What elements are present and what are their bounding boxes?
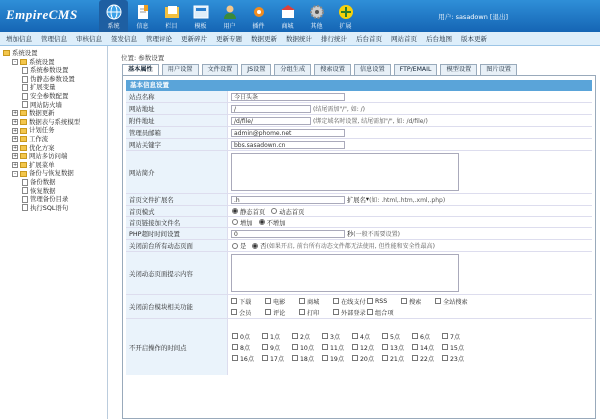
checkbox-label: 7点 (450, 333, 461, 341)
sidebar-item-label: 伪静态参数设置 (30, 74, 75, 83)
checkbox[interactable] (367, 298, 373, 304)
checkbox[interactable] (412, 333, 418, 339)
checkbox-item[interactable] (231, 297, 265, 306)
expand-icon[interactable]: + (13, 162, 18, 169)
checkbox-label: 8点 (240, 344, 251, 352)
checkbox-item[interactable] (435, 297, 469, 306)
folder-icon (20, 59, 27, 65)
topnav-document[interactable] (128, 0, 157, 32)
settings-tab[interactable]: 搜索设置 (314, 64, 351, 75)
sidebar-item-label: 安全参数配置 (30, 91, 69, 100)
menubar-link[interactable]: 版本更新 (461, 35, 487, 43)
checkbox-label: 14点 (420, 344, 435, 352)
site-intro-textarea[interactable] (231, 153, 459, 191)
checkbox[interactable] (333, 309, 339, 315)
expand-icon[interactable]: + (13, 119, 18, 126)
settings-panel (122, 75, 596, 419)
field-label: 网站地址 (126, 103, 228, 114)
empirecms-logo[interactable]: EmpireCMS (6, 7, 78, 22)
checkbox-label: 15点 (450, 344, 465, 352)
checkbox-label: 打印 (307, 309, 320, 317)
topnav-label: 模板 (194, 23, 207, 30)
checkbox-label: 下载 (239, 298, 252, 306)
checkbox-item[interactable] (292, 354, 322, 363)
checkbox-label: 6点 (420, 333, 431, 341)
settings-tab[interactable]: FTP/EMAIL (394, 64, 438, 75)
username: sasadown (455, 13, 488, 21)
sidebar-item[interactable] (3, 66, 105, 75)
field-label: 站点名称 (126, 91, 228, 102)
menubar-link[interactable]: 后台地图 (426, 35, 452, 43)
checkbox-label: 5点 (390, 333, 401, 341)
settings-tab[interactable]: 基本属性 (122, 64, 159, 75)
document-icon (135, 4, 151, 20)
checkbox-label: 21点 (390, 355, 405, 363)
radio-no-add[interactable] (259, 219, 265, 225)
checkbox[interactable] (442, 355, 448, 361)
form-row-index-mode (126, 206, 592, 217)
checkbox[interactable] (262, 355, 268, 361)
form-row-hours (126, 319, 592, 375)
topnav-label: 商城 (281, 23, 294, 30)
form-row-close-msg (126, 252, 592, 295)
menubar-link[interactable]: 数据更新 (251, 35, 277, 43)
sidebar-item-label: 恢复数据 (30, 186, 56, 195)
option-label: 是 (240, 243, 247, 250)
page-icon (22, 101, 28, 108)
sidebar-item[interactable] (3, 178, 105, 187)
checkbox-item[interactable] (262, 354, 292, 363)
checkbox[interactable] (352, 355, 358, 361)
checkbox-item[interactable] (382, 332, 412, 341)
topnav-label: 系统 (107, 23, 120, 30)
checkbox[interactable] (333, 298, 339, 304)
checkbox[interactable] (382, 333, 388, 339)
logout-link[interactable]: [退出] (489, 13, 508, 21)
field-label: 关闭动态页面提示内容 (126, 252, 228, 294)
checkbox-label: 19点 (330, 355, 345, 363)
expand-icon[interactable]: + (13, 127, 18, 134)
topnav-label: 其他 (310, 23, 323, 30)
checkbox-item[interactable] (232, 332, 262, 341)
sidebar-item[interactable] (3, 144, 105, 153)
checkbox-label: 12点 (360, 344, 375, 352)
folder-icon (20, 119, 27, 125)
checkbox-label: 组合项 (375, 309, 394, 317)
form-row-attach-url (126, 115, 592, 127)
menubar-link[interactable]: 排行统计 (321, 35, 347, 43)
checkbox[interactable] (231, 298, 237, 304)
checkbox-label: 18点 (300, 355, 315, 363)
checkbox-item[interactable] (382, 343, 412, 352)
site-url-input[interactable]: / (231, 105, 311, 113)
checkbox-item[interactable] (412, 354, 442, 363)
checkbox[interactable] (382, 344, 388, 350)
sidebar-item-label: 计划任务 (29, 126, 55, 135)
page-icon (22, 196, 28, 203)
option-label: 不增加 (266, 219, 286, 227)
checkbox[interactable] (265, 309, 271, 315)
checkbox-item[interactable] (232, 343, 262, 352)
checkbox[interactable] (442, 333, 448, 339)
sidebar-tree (0, 46, 108, 419)
checkbox-item[interactable] (292, 343, 322, 352)
checkbox[interactable] (412, 355, 418, 361)
form-row-close-site (126, 240, 592, 252)
sidebar-item-label: 优化方案 (29, 143, 55, 152)
sidebar-item[interactable] (3, 135, 105, 144)
sidebar-item-label: 数据表与系统模型 (29, 117, 81, 126)
php-timeout-input[interactable]: 0 (231, 230, 345, 238)
checkbox[interactable] (352, 333, 358, 339)
settings-tab[interactable]: 信息设置 (354, 64, 391, 75)
site-name-input[interactable]: 今日头条 (231, 93, 345, 101)
checkbox-item[interactable] (412, 332, 442, 341)
sidebar-item[interactable] (3, 187, 105, 196)
field-hint: (一般不需要设置) (353, 231, 400, 238)
checkbox[interactable] (412, 344, 418, 350)
sidebar-item[interactable] (3, 195, 105, 204)
section-title: 基本信息设置 (126, 80, 592, 91)
checkbox-label: 0点 (240, 333, 251, 341)
field-label: 首页链接加文件名 (126, 217, 228, 227)
radio-close-yes[interactable] (232, 243, 238, 249)
checkbox[interactable] (382, 355, 388, 361)
field-label: PHP超时时间设置 (126, 228, 228, 239)
checkbox-label: 17点 (270, 355, 285, 363)
page-icon (22, 84, 28, 91)
menubar-link[interactable]: 增加信息 (6, 35, 32, 43)
checkbox[interactable] (262, 344, 268, 350)
topnav-label: 扩展 (339, 23, 352, 30)
form-row-keywords (126, 139, 592, 151)
field-label: 管理员邮箱 (126, 127, 228, 138)
breadcrumb: 位置: 参数设置 (121, 54, 165, 62)
checkbox-label: 4点 (360, 333, 371, 341)
sidebar-item[interactable] (3, 101, 105, 110)
menubar-link[interactable]: 网站首页 (391, 35, 417, 43)
settings-tabs (122, 64, 520, 75)
checkbox-label: 搜索 (409, 298, 422, 306)
main-content (110, 46, 600, 419)
topnav-folder[interactable] (157, 0, 186, 32)
ext-select[interactable]: 扩展名 (347, 197, 366, 204)
checkbox[interactable] (299, 309, 305, 315)
checkbox-item[interactable] (352, 332, 382, 341)
checkbox-label: 22点 (420, 355, 435, 363)
field-hint: (如: .html,.htm,.xml,.php) (369, 197, 446, 204)
checkbox[interactable] (232, 355, 238, 361)
topnav-label: 用户 (223, 23, 236, 30)
folder-icon (20, 110, 27, 116)
checkbox-label: 1点 (270, 333, 281, 341)
hour-checkboxes (232, 332, 472, 363)
checkbox[interactable] (435, 298, 441, 304)
sidebar-item-label: 系统设置 (29, 57, 55, 66)
expand-icon[interactable]: + (13, 136, 18, 143)
plus-icon (338, 4, 354, 20)
field-label: 首页文件扩展名 (126, 194, 228, 205)
option-label: 静态首页 (240, 208, 266, 216)
option-label: 动态首页 (279, 208, 305, 216)
topnav-plugin[interactable] (244, 0, 273, 32)
menubar-link[interactable]: 后台首页 (356, 35, 382, 43)
topnav-user[interactable] (215, 0, 244, 32)
close-funcs-checkboxes (231, 297, 469, 317)
page-icon (22, 67, 28, 74)
option-label: 否 (260, 243, 267, 250)
field-label: 不开启操作的时间点 (126, 319, 228, 375)
field-hint: (结尾需加"/", 如: /) (313, 106, 365, 113)
sidebar-item-label: 备份与恢复数据 (29, 169, 74, 178)
sidebar-item[interactable] (3, 204, 105, 213)
checkbox-label: 会员 (239, 309, 252, 317)
folder-icon (3, 50, 10, 56)
page-icon (22, 204, 28, 211)
sidebar-item-label: 扩展变量 (30, 83, 56, 92)
checkbox[interactable] (322, 344, 328, 350)
sidebar-item-label: 数据更新 (29, 109, 55, 118)
checkbox-item[interactable] (367, 308, 401, 317)
sidebar-item[interactable] (3, 92, 105, 101)
radio-dynamic-index[interactable] (271, 208, 277, 214)
checkbox-label: 16点 (240, 355, 255, 363)
checkbox-label: 13点 (390, 344, 405, 352)
quick-menu-bar (0, 32, 600, 46)
checkbox[interactable] (232, 344, 238, 350)
checkbox-label: 10点 (300, 344, 315, 352)
unit-label: 秒 (347, 231, 354, 238)
radio-add[interactable] (232, 219, 238, 225)
form-row-site-url (126, 103, 592, 115)
form-row-index-ext (126, 194, 592, 206)
checkbox-item[interactable] (333, 308, 367, 317)
checkbox-item[interactable] (299, 297, 333, 306)
form-row-site-name (126, 91, 592, 103)
user-info (438, 12, 508, 21)
menubar-link[interactable]: 管理信息 (41, 35, 67, 43)
sidebar-item-label: 系统参数设置 (30, 66, 69, 75)
menubar-link[interactable]: 管理评论 (146, 35, 172, 43)
sidebar-item-label: 执行SQL语句 (30, 203, 69, 212)
form-row-php-timeout (126, 228, 592, 240)
checkbox-label: RSS (375, 297, 388, 305)
option-label: 增加 (240, 219, 253, 227)
field-label: 关闭前台所有动态页面 (126, 240, 228, 251)
page-icon (22, 187, 28, 194)
topnav-plus[interactable] (331, 0, 360, 32)
folder-icon (20, 171, 27, 177)
settings-tab[interactable]: 用户设置 (162, 64, 199, 75)
chevron-down-icon[interactable]: ▾ (365, 196, 370, 203)
sidebar-item[interactable] (3, 109, 105, 118)
checkbox-item[interactable] (412, 343, 442, 352)
checkbox[interactable] (292, 333, 298, 339)
radio-close-no[interactable] (252, 243, 258, 249)
folder-icon (20, 153, 27, 159)
checkbox[interactable] (231, 309, 237, 315)
checkbox-item[interactable] (382, 354, 412, 363)
checkbox-item[interactable] (292, 332, 322, 341)
checkbox-label: 20点 (360, 355, 375, 363)
checkbox-item[interactable] (352, 343, 382, 352)
checkbox-label: 全站搜索 (443, 298, 468, 306)
checkbox-item[interactable] (442, 332, 472, 341)
folder-icon (20, 128, 27, 134)
topnav-label: 信息 (136, 23, 149, 30)
checkbox-item[interactable] (352, 354, 382, 363)
checkbox-item[interactable] (367, 297, 401, 306)
shop-icon (280, 4, 296, 20)
checkbox-label: 23点 (450, 355, 465, 363)
topnav-label: 栏目 (165, 23, 178, 30)
close-message-textarea[interactable] (231, 254, 459, 292)
checkbox-item[interactable] (322, 354, 352, 363)
sidebar-item[interactable] (3, 169, 105, 178)
menubar-link[interactable]: 签发信息 (111, 35, 137, 43)
menubar-link[interactable]: 更新碎片 (181, 35, 207, 43)
field-label: 关闭前台模块相关功能 (126, 295, 228, 318)
field-label: 首页模式 (126, 206, 228, 216)
page-icon (22, 93, 28, 100)
topnav-shop[interactable] (273, 0, 302, 32)
field-label: 网站关键字 (126, 139, 228, 150)
checkbox-item[interactable] (232, 354, 262, 363)
collapse-icon[interactable]: - (12, 171, 18, 177)
form-row-index-link (126, 217, 592, 228)
checkbox-label: 外部登录 (341, 309, 366, 317)
field-label: 网站简介 (126, 151, 228, 193)
sidebar-root[interactable] (3, 49, 105, 58)
sidebar-item-label: 管理备份目录 (30, 195, 69, 204)
user-prefix: 用户: (438, 13, 456, 21)
checkbox-item[interactable] (299, 308, 333, 317)
radio-static-index[interactable] (232, 208, 238, 214)
top-header (0, 0, 600, 32)
expand-icon[interactable]: + (13, 144, 18, 151)
checkbox-item[interactable] (265, 308, 299, 317)
checkbox[interactable] (322, 355, 328, 361)
menubar-link[interactable]: 审核信息 (76, 35, 102, 43)
sidebar-item[interactable] (3, 83, 105, 92)
plugin-icon (251, 4, 267, 20)
checkbox-label: 9点 (270, 344, 281, 352)
top-nav (99, 0, 360, 32)
admin-email-input[interactable]: admin@phome.net (231, 129, 345, 137)
user-icon (222, 4, 238, 20)
checkbox[interactable] (299, 298, 305, 304)
folder-icon (164, 4, 180, 20)
checkbox-item[interactable] (265, 297, 299, 306)
checkbox[interactable] (292, 344, 298, 350)
checkbox-item[interactable] (322, 332, 352, 341)
checkbox-label: 在线支付 (341, 298, 366, 306)
sidebar-item-label: 网站防火墙 (30, 100, 62, 109)
checkbox[interactable] (401, 298, 407, 304)
settings-tab[interactable]: JS设置 (241, 64, 271, 75)
settings-tab[interactable]: 图片设置 (480, 64, 517, 75)
field-hint: (如果开启, 前台所有动态文件都无法使用, 但性能和安全性最高) (266, 243, 435, 250)
checkbox-item[interactable] (401, 297, 435, 306)
template-icon (193, 4, 209, 20)
checkbox[interactable] (292, 355, 298, 361)
collapse-icon[interactable]: - (12, 59, 18, 65)
checkbox[interactable] (265, 298, 271, 304)
topnav-label: 插件 (252, 23, 265, 30)
checkbox[interactable] (367, 309, 373, 315)
globe-icon (106, 4, 122, 20)
sidebar-item-label: 系统设置 (12, 49, 38, 57)
topnav-template[interactable] (186, 0, 215, 32)
menubar-link[interactable]: 数据统计 (286, 35, 312, 43)
checkbox-label: 评论 (273, 309, 286, 317)
index-ext-input[interactable]: .h (231, 196, 345, 204)
settings-tab[interactable]: 模型设置 (440, 64, 477, 75)
checkbox-item[interactable] (442, 343, 472, 352)
keywords-input[interactable]: bbs.sasadown.cn (231, 141, 345, 149)
topnav-globe[interactable] (99, 0, 128, 32)
checkbox-label: 11点 (330, 344, 345, 352)
sidebar-item-label: 工作流 (29, 134, 49, 143)
expand-icon[interactable]: + (13, 110, 18, 117)
sidebar-item-label: 备份数据 (30, 177, 56, 186)
sidebar-item[interactable] (3, 58, 105, 67)
folder-icon (20, 162, 27, 168)
field-hint: (绑定域名时设置, 结尾需加"/", 如: /d/file/) (313, 118, 428, 125)
checkbox-item[interactable] (322, 343, 352, 352)
checkbox-label: 2点 (300, 333, 311, 341)
expand-icon[interactable]: + (13, 153, 18, 160)
form-row-admin-email (126, 127, 592, 139)
page-icon (22, 179, 28, 186)
checkbox-item[interactable] (262, 343, 292, 352)
form-row-intro (126, 151, 592, 194)
checkbox[interactable] (232, 333, 238, 339)
sidebar-item[interactable] (3, 126, 105, 135)
checkbox[interactable] (442, 344, 448, 350)
topnav-gear[interactable] (302, 0, 331, 32)
checkbox[interactable] (352, 344, 358, 350)
settings-tab[interactable]: 分组生成 (274, 64, 311, 75)
menubar-link[interactable]: 更新专题 (216, 35, 242, 43)
checkbox-item[interactable] (333, 297, 367, 306)
checkbox-item[interactable] (262, 332, 292, 341)
checkbox-label: 电影 (273, 298, 286, 306)
attach-url-input[interactable]: /d/file/ (231, 117, 311, 125)
sidebar-item-label: 网站多访问端 (29, 152, 68, 161)
settings-tab[interactable]: 文件设置 (202, 64, 239, 75)
checkbox[interactable] (322, 333, 328, 339)
form-row-close-funcs (126, 295, 592, 319)
sidebar-item-label: 扩展菜单 (29, 160, 55, 169)
checkbox-label: 商城 (307, 298, 320, 306)
checkbox-label: 3点 (330, 333, 341, 341)
checkbox-item[interactable] (231, 308, 265, 317)
field-label: 附件地址 (126, 115, 228, 126)
folder-icon (20, 136, 27, 142)
page-icon (22, 76, 28, 83)
sidebar-item[interactable] (3, 152, 105, 161)
checkbox[interactable] (262, 333, 268, 339)
checkbox-item[interactable] (442, 354, 472, 363)
folder-icon (20, 145, 27, 151)
gear-icon (309, 4, 325, 20)
